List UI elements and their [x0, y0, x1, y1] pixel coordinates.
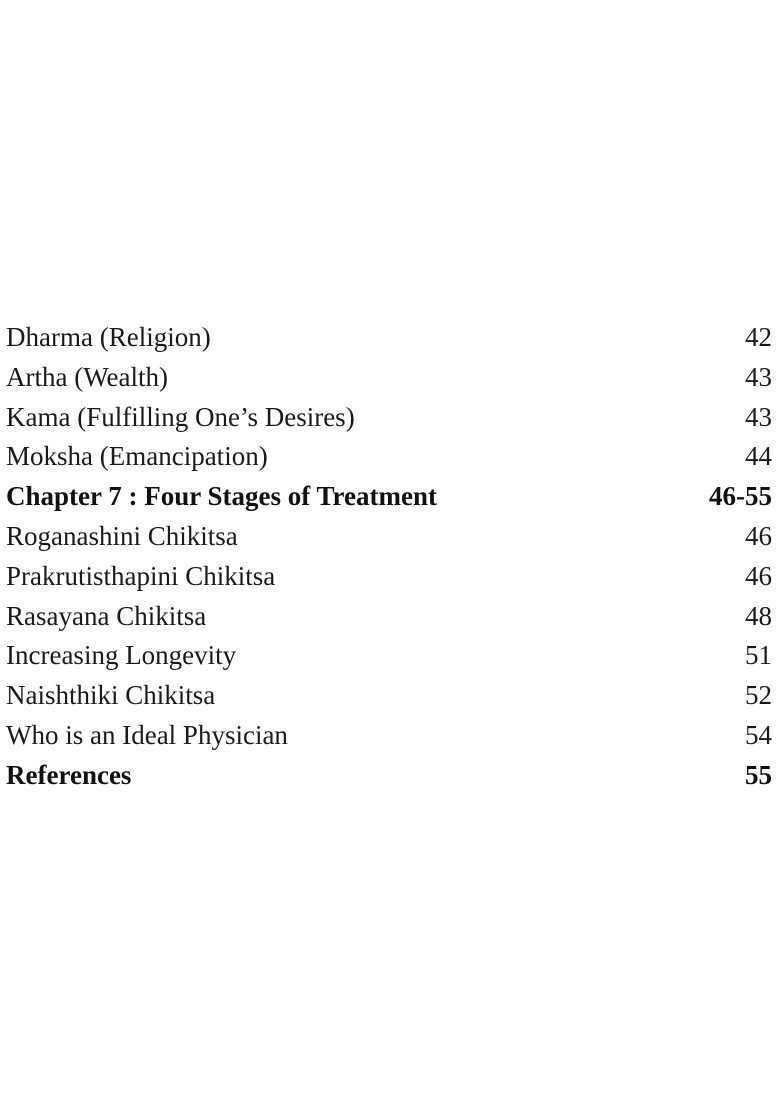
toc-entry-page: 43 [745, 401, 772, 432]
toc-heading-row [6, 756, 772, 796]
toc-entry-row [6, 636, 772, 676]
toc-entry-row [6, 716, 772, 756]
toc-entry-title: Chapter 7 : Four Stages of Treatment [6, 481, 437, 512]
toc-entry-title: References [6, 759, 132, 790]
toc-entry-title: Increasing Longevity [6, 640, 237, 671]
toc-entry-row [6, 676, 772, 716]
toc-entry-page: 43 [745, 361, 772, 392]
toc-entry-title: Who is an Ideal Physician [6, 719, 288, 750]
toc-entry-row [6, 597, 772, 637]
toc-heading-row [6, 477, 772, 517]
table-of-contents [6, 318, 772, 796]
toc-entry-title: Moksha (Emancipation) [6, 441, 268, 472]
toc-entry-row [6, 557, 772, 597]
toc-entry-title: Artha (Wealth) [6, 361, 168, 392]
toc-entry-title: Rasayana Chikitsa [6, 600, 207, 631]
toc-entry-row [6, 318, 772, 358]
toc-entry-title: Roganashini Chikitsa [6, 520, 238, 551]
toc-entry-page: 46 [745, 560, 772, 591]
toc-entry-page: 55 [745, 759, 772, 790]
toc-entry-title: Prakrutisthapini Chikitsa [6, 560, 276, 591]
toc-entry-title: Dharma (Religion) [6, 322, 211, 352]
toc-entry-row [6, 517, 772, 557]
toc-entry-page: 44 [745, 441, 772, 472]
toc-entry-title: Kama (Fulfilling One’s Desires) [6, 401, 355, 432]
toc-entry-page: 51 [745, 640, 772, 671]
toc-entry-title: Naishthiki Chikitsa [6, 680, 216, 711]
toc-entry-row [6, 398, 772, 438]
toc-entry-page: 48 [745, 600, 772, 631]
toc-entry-page: 52 [745, 680, 772, 711]
toc-entry-page: 46 [745, 520, 772, 551]
toc-entry-row [6, 358, 772, 398]
toc-entry-page: 42 [745, 322, 772, 352]
toc-entry-page: 46-55 [709, 481, 772, 512]
toc-entry-row [6, 437, 772, 477]
toc-entry-page: 54 [745, 719, 772, 750]
